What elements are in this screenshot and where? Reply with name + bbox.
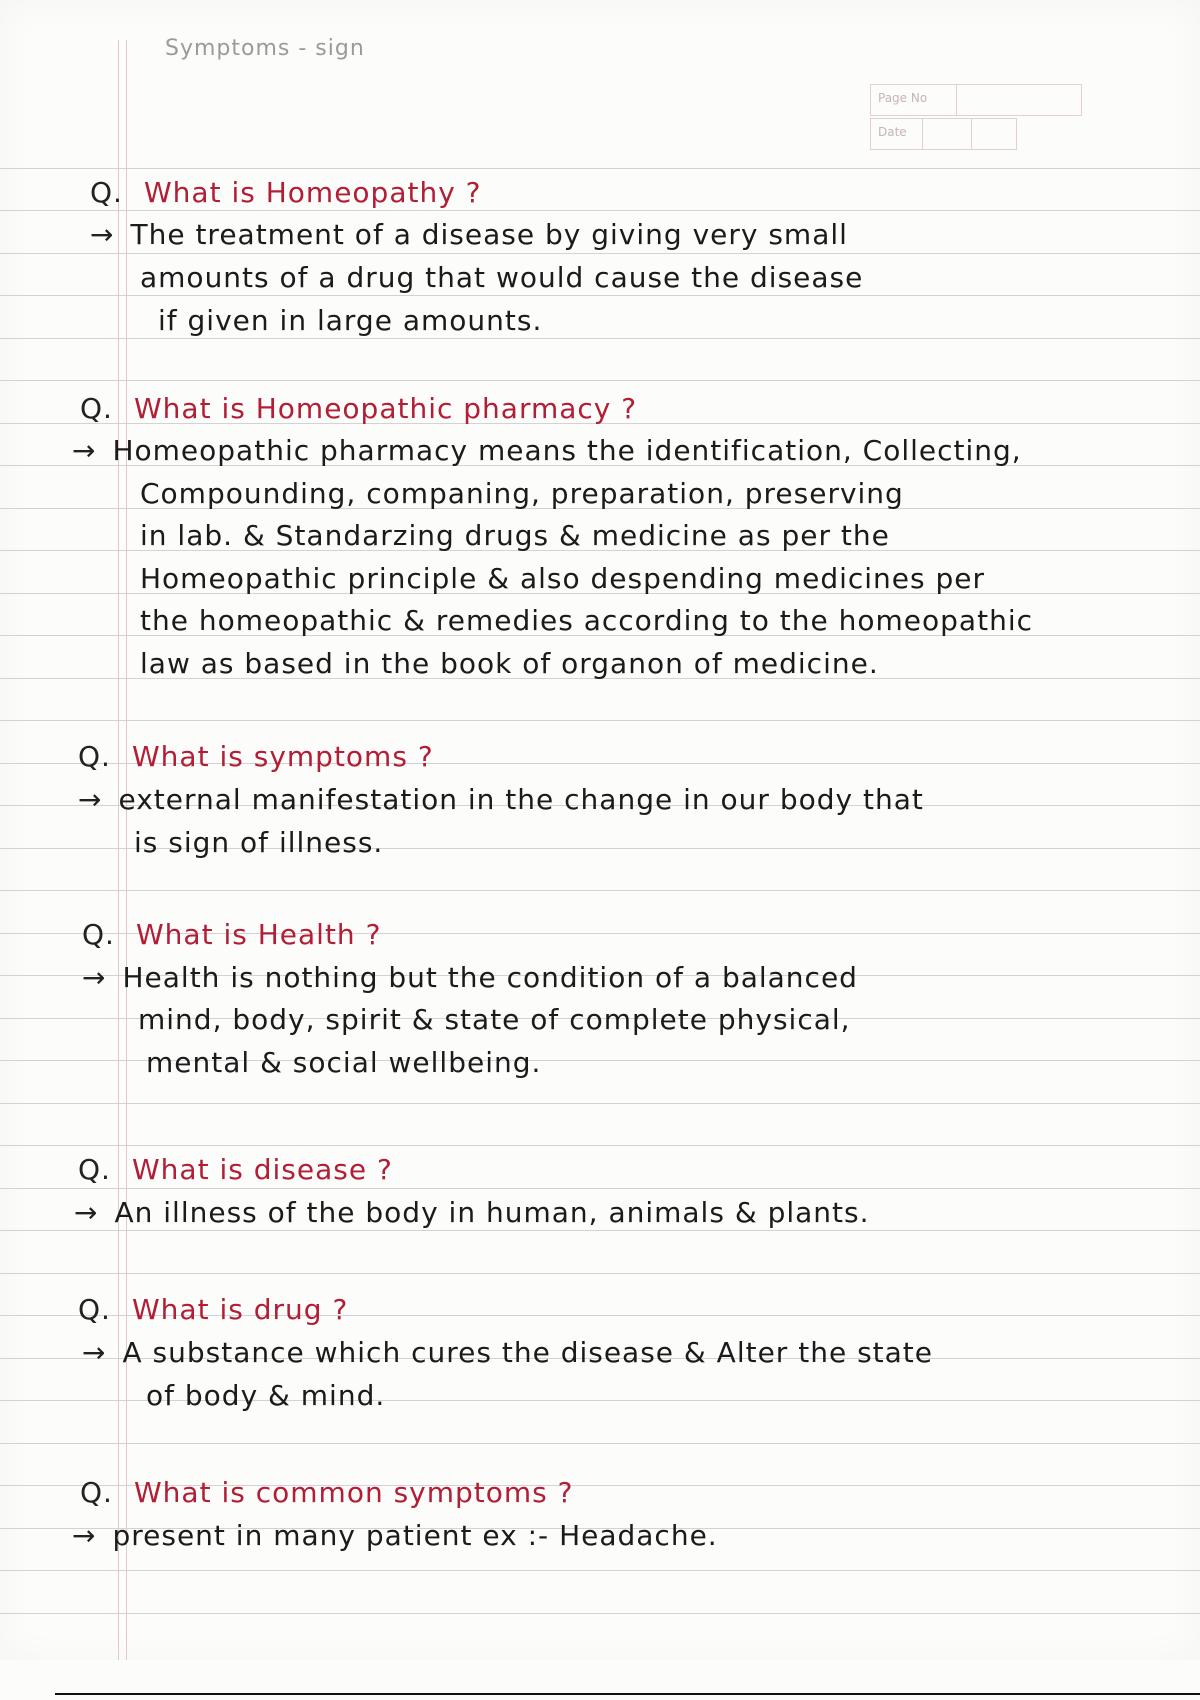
ruled-line: [0, 1443, 1200, 1444]
question-homeopathic-pharmacy: [80, 392, 637, 425]
ruled-line: [0, 338, 1200, 339]
question-text: What is drug ?: [132, 1293, 349, 1326]
answer-line: [82, 1336, 933, 1369]
answer-line: mind, body, spirit & state of complete physical,: [138, 1003, 851, 1036]
question-disease: [78, 1153, 393, 1186]
answer-line: if given in large amounts.: [158, 304, 543, 337]
question-marker: Q.: [90, 176, 123, 209]
answer-text: The treatment of a disease by giving very small: [130, 218, 848, 251]
answer-line: [90, 218, 848, 251]
ruled-line: [0, 380, 1200, 381]
ruled-line: [0, 210, 1200, 211]
ruled-line: [0, 1145, 1200, 1146]
answer-text: An illness of the body in human, animals & plants.: [114, 1196, 870, 1229]
arrow-icon: →: [82, 961, 107, 994]
question-text: What is common symptoms ?: [134, 1476, 574, 1509]
question-marker: Q.: [80, 1476, 113, 1509]
answer-line: [82, 961, 858, 994]
answer-line: Homeopathic principle & also despending medicines per: [140, 562, 986, 595]
question-text: What is Homeopathy ?: [144, 176, 482, 209]
bottom-divider: [55, 1693, 1200, 1695]
answer-line: is sign of illness.: [134, 826, 384, 859]
answer-line: law as based in the book of organon of medicine.: [140, 647, 879, 680]
answer-line: in lab. & Standarzing drugs & medicine as per the: [140, 519, 890, 552]
ruled-line: [0, 1613, 1200, 1614]
ruled-line: [0, 1273, 1200, 1274]
question-marker: Q.: [78, 740, 111, 773]
arrow-icon: →: [72, 1519, 97, 1552]
arrow-icon: →: [72, 434, 97, 467]
page-header: Symptoms - sign: [165, 36, 365, 61]
ruled-line: [0, 1103, 1200, 1104]
margin-line-left-inner: [126, 40, 127, 1660]
question-common-symptoms: [80, 1476, 574, 1509]
ruled-line: [0, 253, 1200, 254]
answer-text: external manifestation in the change in our body that: [118, 783, 924, 816]
answer-text: Homeopathic pharmacy means the identification, Collecting,: [112, 434, 1022, 467]
question-homeopathy: [90, 176, 482, 209]
question-text: What is disease ?: [132, 1153, 393, 1186]
answer-line: [74, 1196, 870, 1229]
question-symptoms: [78, 740, 434, 773]
answer-line: of body & mind.: [146, 1379, 386, 1412]
answer-text: present in many patient ex :- Headache.: [112, 1519, 718, 1552]
ruled-line: [0, 890, 1200, 891]
answer-line: Compounding, companing, preparation, preserving: [140, 477, 904, 510]
answer-line: mental & social wellbeing.: [146, 1046, 542, 1079]
page-no-label: Page No: [878, 91, 928, 105]
question-text: What is Health ?: [136, 918, 382, 951]
question-drug: [78, 1293, 348, 1326]
answer-line: the homeopathic & remedies according to the homeopathic: [140, 604, 1033, 637]
arrow-icon: →: [74, 1196, 99, 1229]
ruled-line: [0, 720, 1200, 721]
date-label: Date: [878, 125, 907, 139]
question-marker: Q.: [78, 1293, 111, 1326]
answer-text: Health is nothing but the condition of a balanced: [122, 961, 858, 994]
date-cell: [922, 118, 972, 150]
margin-line-left: [118, 40, 119, 1660]
question-text: What is Homeopathic pharmacy ?: [134, 392, 638, 425]
question-text: What is symptoms ?: [132, 740, 434, 773]
answer-line: [78, 783, 924, 816]
answer-line: [72, 1519, 718, 1552]
arrow-icon: →: [90, 218, 115, 251]
question-health: [82, 918, 381, 951]
ruled-line: [0, 1230, 1200, 1231]
question-marker: Q.: [78, 1153, 111, 1186]
question-marker: Q.: [82, 918, 115, 951]
ruled-line: [0, 1570, 1200, 1571]
ruled-line: [0, 295, 1200, 296]
ruled-line: [0, 1188, 1200, 1189]
ruled-line: [0, 168, 1200, 169]
answer-text: A substance which cures the disease & Alter the state: [122, 1336, 933, 1369]
arrow-icon: →: [82, 1336, 107, 1369]
arrow-icon: →: [78, 783, 103, 816]
answer-line: [72, 434, 1022, 467]
answer-line: amounts of a drug that would cause the disease: [140, 261, 864, 294]
question-marker: Q.: [80, 392, 113, 425]
